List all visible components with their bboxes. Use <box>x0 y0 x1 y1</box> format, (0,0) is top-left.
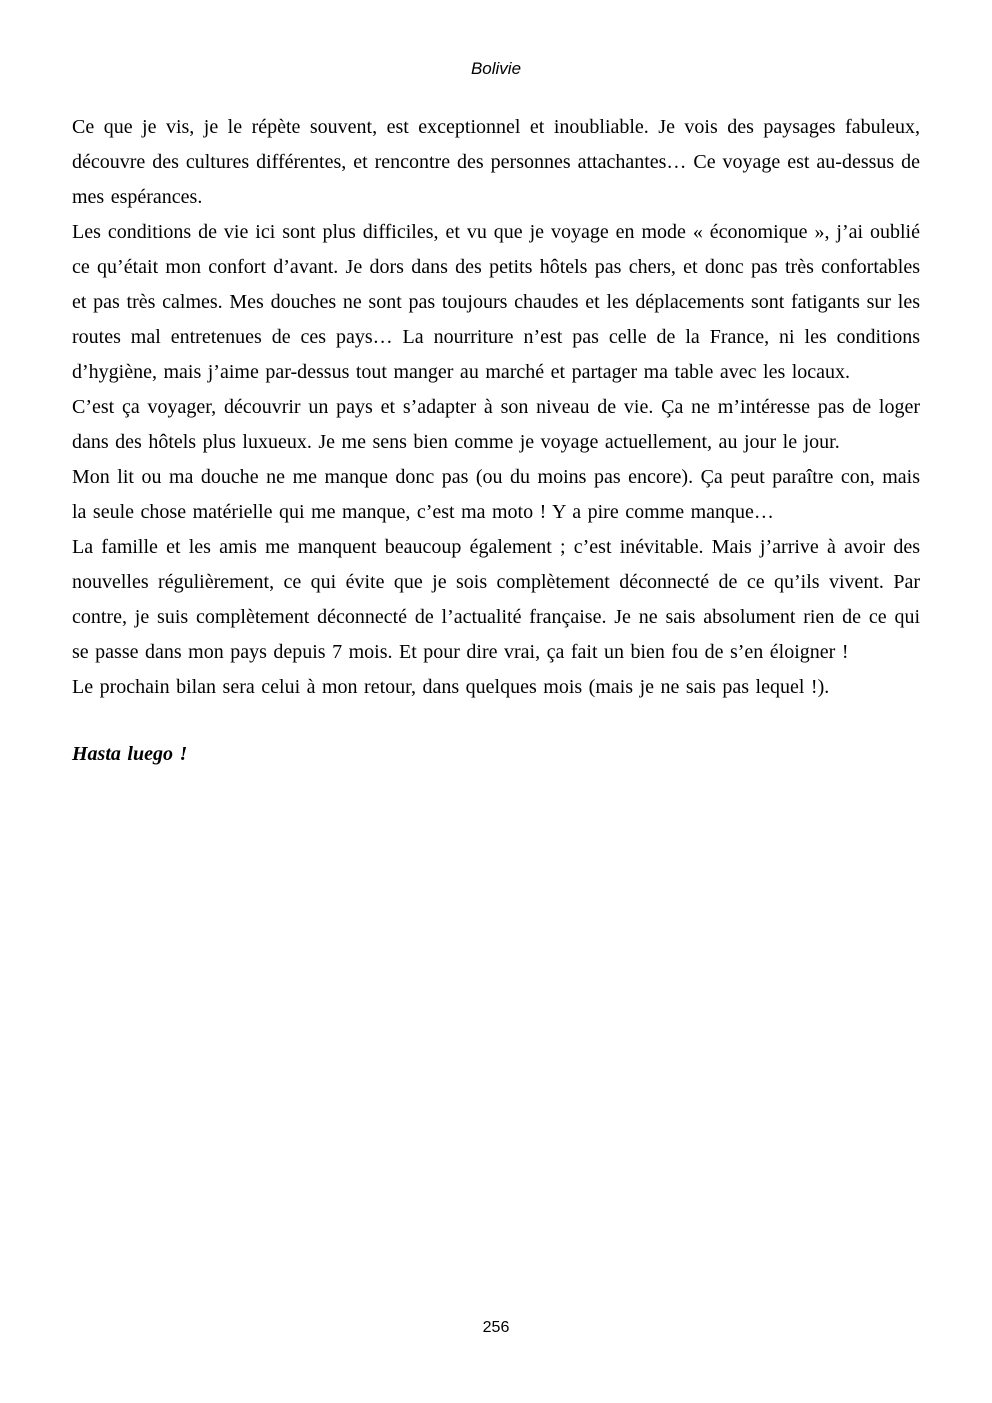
page-header-title: Bolivie <box>470 59 522 78</box>
paragraph: La famille et les amis me manquent beaucoup également ; c’est inévitable. Mais j’arrive à avoir des nouvelles régulièrement, ce qui évite que je sois complètement déconnecté de ce qu’ils vivent. Par contre, je suis complètement déconnecté de l’actualité française. Je ne sais absolument rien de ce qui se passe dans mon pays depuis 7 mois. Et pour dire vrai, ça fait un bien fou de s’en éloigner ! <box>72 536 920 663</box>
page-number: 256 <box>482 1319 510 1336</box>
document-body <box>72 110 920 772</box>
paragraph: Les conditions de vie ici sont plus difficiles, et vu que je voyage en mode « économique », j’ai oublié ce qu’était mon confort d’avant. Je dors dans des petits hôtels pas chers, et donc pas très confortables et pas très calmes. Mes douches ne sont pas toujours chaudes et les déplacements sont fatigants sur les routes mal entretenues de ces pays… La nourriture n’est pas celle de la France, ni les conditions d’hygiène, mais j’aime par-dessus tout manger au marché et partager ma table avec les locaux. <box>72 221 920 383</box>
paragraph: C’est ça voyager, découvrir un pays et s’adapter à son niveau de vie. Ça ne m’intéresse pas de loger dans des hôtels plus luxueux. Je me sens bien comme je voyage actuellement, au jour le jour. <box>72 396 920 453</box>
paragraph: Mon lit ou ma douche ne me manque donc pas (ou du moins pas encore). Ça peut paraître con, mais la seule chose matérielle qui me manque, c’est ma moto ! Y a pire comme manque… <box>72 466 920 523</box>
paragraph: Ce que je vis, je le répète souvent, est exceptionnel et inoubliable. Je vois des paysages fabuleux, découvre des cultures différentes, et rencontre des personnes attachantes… Ce voyage est au-dessus de mes espérances. <box>72 116 920 208</box>
paragraph: Le prochain bilan sera celui à mon retour, dans quelques mois (mais je ne sais pas lequel !). <box>72 676 830 698</box>
closing-line: Hasta luego ! <box>72 743 188 765</box>
